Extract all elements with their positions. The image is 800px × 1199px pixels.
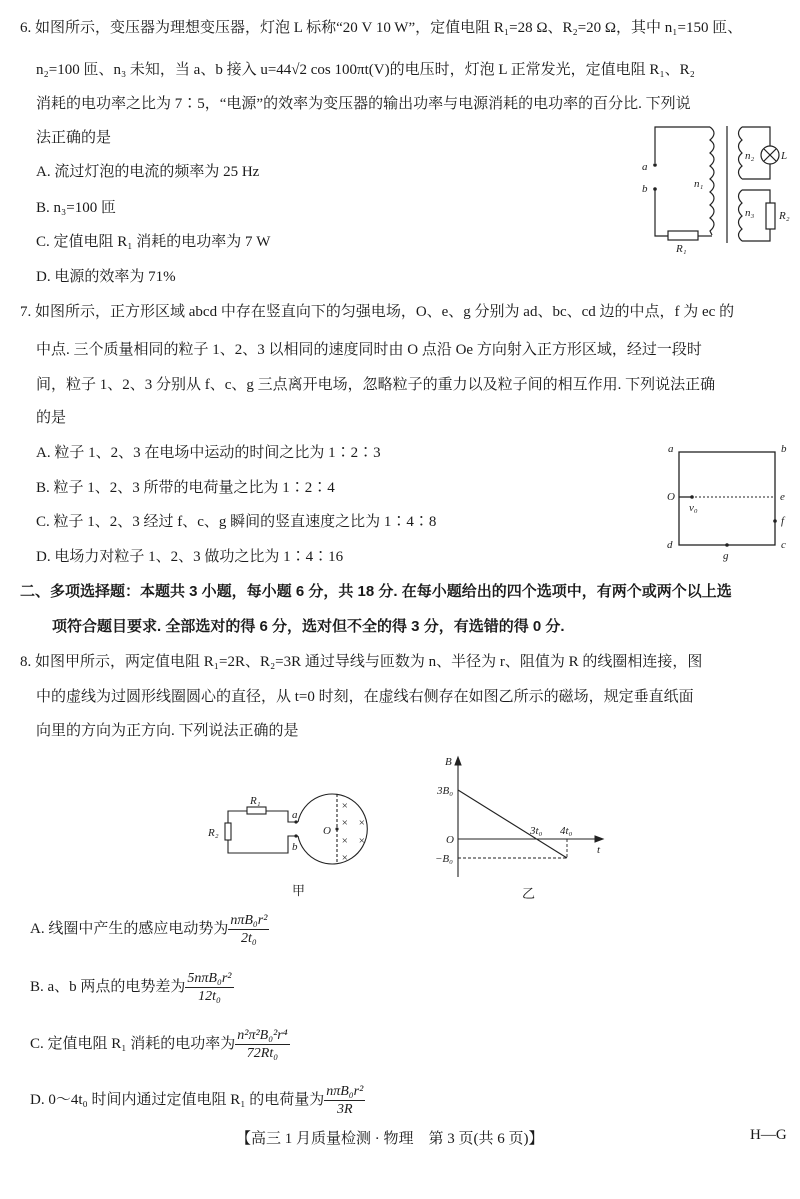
q8-option-b: [30, 970, 792, 1005]
jia-label-O: O: [323, 825, 331, 837]
denominator: 12t₀: [198, 989, 221, 1005]
q7-stem-line: 7. 如图所示，正方形区域 abcd 中存在竖直向下的匀强电场，O、e、g 分别为 ad、bc、cd 边的中点，f 为 ec 的: [20, 304, 735, 320]
jia-label-b: b: [292, 841, 298, 853]
fraction: [235, 1027, 289, 1062]
q7-stem-line: 中点. 三个质量相同的粒子 1、2、3 以相同的速度同时由 O 点沿 Oe 方向射入正方形区域，经过一段时: [36, 342, 702, 358]
fraction: [228, 912, 269, 947]
q7-stem-line: 的是: [36, 410, 67, 426]
page-footer: 【高三 1 月质量检测 · 物理 第 3 页(共 6 页)】: [236, 1131, 544, 1147]
option-text: A. 线圈中产生的感应电动势为: [30, 921, 229, 937]
yi-origin: O: [446, 834, 454, 846]
section2-heading: 二、多项选择题：本题共 3 小题，每小题 6 分，共 18 分. 在每小题给出的四个选项中，有两个或两个以上选: [20, 583, 732, 600]
q8-stem-line: 中的虚线为过圆形线圈圆心的直径，从 t=0 时刻，在虚线右侧存在如图乙所示的磁场，规定垂直纸面: [36, 689, 694, 705]
q7-label-a: a: [668, 443, 674, 455]
q6-stem-line: 消耗的电功率之比为 7∶5，“电源”的效率为变压器的输出功率与电源消耗的电功率的百分比. 下列说: [36, 96, 691, 112]
jia-label-a: a: [292, 809, 298, 821]
q6-stem-line: 6. 如图所示，变压器为理想变压器，灯泡 L 标称“20 V 10 W”，定值电阻 R₁=28 Ω、R₂=20 Ω，其中 n₁=150 匝、: [20, 20, 743, 36]
denominator: 72Rt₀: [246, 1046, 279, 1062]
jia-label-R1: R₁: [250, 795, 261, 807]
q7-label-O: O: [667, 491, 675, 503]
cross-mark: ×: [341, 817, 349, 829]
yi-tick-3t0: 3t₀: [530, 825, 543, 837]
q7-label-f: f: [781, 515, 785, 527]
q7-label-b: b: [781, 443, 787, 455]
section2-heading-cont: 项符合题目要求. 全部选对的得 6 分，选对但不全的得 3 分，有选错的得 0 分.: [52, 618, 565, 635]
q7-label-g: g: [723, 550, 729, 562]
q6-option-d: D. 电源的效率为 71%: [36, 269, 176, 285]
q6-label-a: a: [642, 161, 648, 173]
option-text: C. 定值电阻 R₁ 消耗的电功率为: [30, 1036, 236, 1052]
cross-mark: ×: [341, 852, 349, 864]
q7-option-a: A. 粒子 1、2、3 在电场中运动的时间之比为 1∶2∶3: [36, 445, 381, 461]
yi-axis-B: B: [445, 756, 452, 768]
numerator: nπB₀r²: [326, 1084, 364, 1100]
q6-option-c: C. 定值电阻 R₁ 消耗的电功率为 7 W: [36, 234, 271, 250]
fig-jia-caption: 甲: [292, 883, 306, 898]
q7-stem-line: 间，粒子 1、2、3 分别从 f、c、g 三点离开电场，忽略粒子的重力以及粒子间的相互作用. 下列说法正确: [36, 377, 716, 393]
denominator: 2t₀: [241, 931, 257, 947]
numerator: 5nπB₀r²: [187, 971, 232, 987]
option-text: B. a、b 两点的电势差为: [30, 979, 186, 995]
numerator: n²π²B₀²r⁴: [237, 1028, 288, 1044]
numerator: nπB₀r²: [230, 913, 268, 929]
cross-mark: ×: [341, 835, 349, 847]
fig-yi-caption: 乙: [522, 886, 536, 901]
q6-option-b: B. n₃=100 匝: [36, 200, 116, 216]
q8-stem-line: 向里的方向为正方向. 下列说法正确的是: [36, 723, 299, 739]
q7-label-d: d: [667, 539, 673, 551]
q6-label-L: L: [781, 150, 788, 162]
cross-mark: ×: [358, 835, 366, 847]
q6-stem-line: n₂=100 匝、n₃ 未知，当 a、b 接入 u=44√2 cos 100πt(V)的电压时，灯泡 L 正常发光，定值电阻 R₁、R₂: [36, 62, 695, 78]
q6-option-a: A. 流过灯泡的电流的频率为 25 Hz: [36, 164, 260, 180]
q6-label-R1: R₁: [676, 243, 687, 255]
q7-option-c: C. 粒子 1、2、3 经过 f、c、g 瞬间的竖直速度之比为 1∶4∶8: [36, 514, 437, 530]
yi-tick-4t0: 4t₀: [560, 825, 573, 837]
paper-code: H—G: [750, 1127, 787, 1143]
q7-label-e: e: [780, 491, 785, 503]
q7-option-b: B. 粒子 1、2、3 所带的电荷量之比为 1∶2∶4: [36, 480, 335, 496]
q8-option-c: [30, 1027, 792, 1062]
q6-label-n3: n₃: [745, 207, 755, 219]
q8-option-a: [30, 912, 792, 947]
jia-label-R2: R₂: [208, 827, 219, 839]
yi-tick-negB0: −B₀: [435, 853, 453, 865]
denominator: 3R: [336, 1102, 353, 1118]
cross-mark: ×: [341, 800, 349, 812]
q7-option-d: D. 电场力对粒子 1、2、3 做功之比为 1∶4∶16: [36, 549, 344, 565]
q7-label-c: c: [781, 539, 786, 551]
fraction: [324, 1083, 365, 1118]
yi-tick-3B0: 3B₀: [437, 785, 454, 797]
q7-label-v0: v₀: [689, 502, 698, 514]
yi-axis-t: t: [597, 844, 601, 856]
q6-label-n2: n₂: [745, 150, 755, 162]
q8-option-d: [30, 1083, 792, 1118]
fraction: [185, 970, 233, 1005]
q6-label-b: b: [642, 183, 648, 195]
option-text: D. 0～4t₀ 时间内通过定值电阻 R₁ 的电荷量为: [30, 1092, 325, 1108]
cross-mark: ×: [358, 817, 366, 829]
q6-stem-line: 法正确的是: [36, 130, 112, 146]
q6-label-n1: n₁: [694, 178, 704, 190]
q8-stem-line: 8. 如图甲所示，两定值电阻 R₁=2R、R₂=3R 通过导线与匝数为 n、半径为 r、阻值为 R 的线圈相连接，图: [20, 654, 703, 670]
q6-label-R2: R₂: [779, 210, 790, 222]
